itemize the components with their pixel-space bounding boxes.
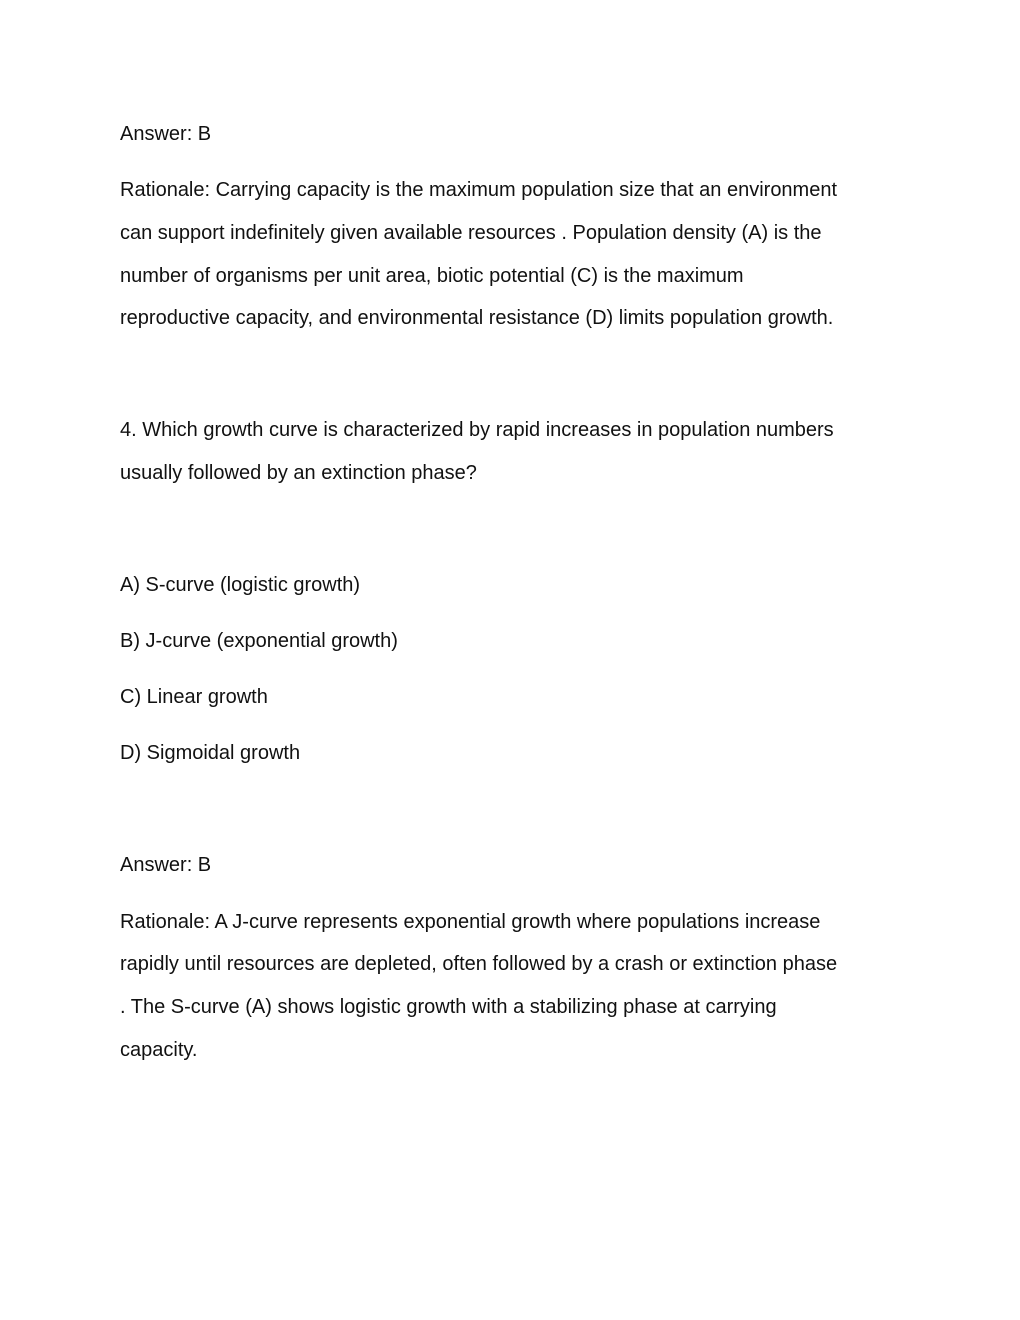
option-c: C) Linear growth	[120, 686, 268, 708]
rationale-line: Rationale: A J-curve represents exponential growth where populations increase	[120, 911, 821, 933]
document-page	[120, 0, 910, 1320]
rationale-line: can support indefinitely given available resources . Population density (A) is the	[120, 222, 822, 244]
rationale-line: capacity.	[120, 1039, 198, 1061]
question-line: 4. Which growth curve is characterized by rapid increases in population numbers	[120, 419, 834, 441]
rationale-line: . The S-curve (A) shows logistic growth with a stabilizing phase at carrying	[120, 996, 777, 1018]
option-a: A) S-curve (logistic growth)	[120, 574, 361, 596]
answer-line: Answer: B	[120, 123, 212, 145]
rationale-line: rapidly until resources are depleted, often followed by a crash or extinction phase	[120, 953, 838, 975]
rationale-line: number of organisms per unit area, biotic potential (C) is the maximum	[120, 265, 744, 287]
rationale-line: Rationale: Carrying capacity is the maximum population size that an environment	[120, 179, 838, 201]
question-line: usually followed by an extinction phase?	[120, 462, 477, 484]
option-d: D) Sigmoidal growth	[120, 742, 301, 764]
rationale-line: reproductive capacity, and environmental resistance (D) limits population growth.	[120, 307, 834, 329]
option-b: B) J-curve (exponential growth)	[120, 630, 398, 652]
answer-line: Answer: B	[120, 854, 212, 876]
